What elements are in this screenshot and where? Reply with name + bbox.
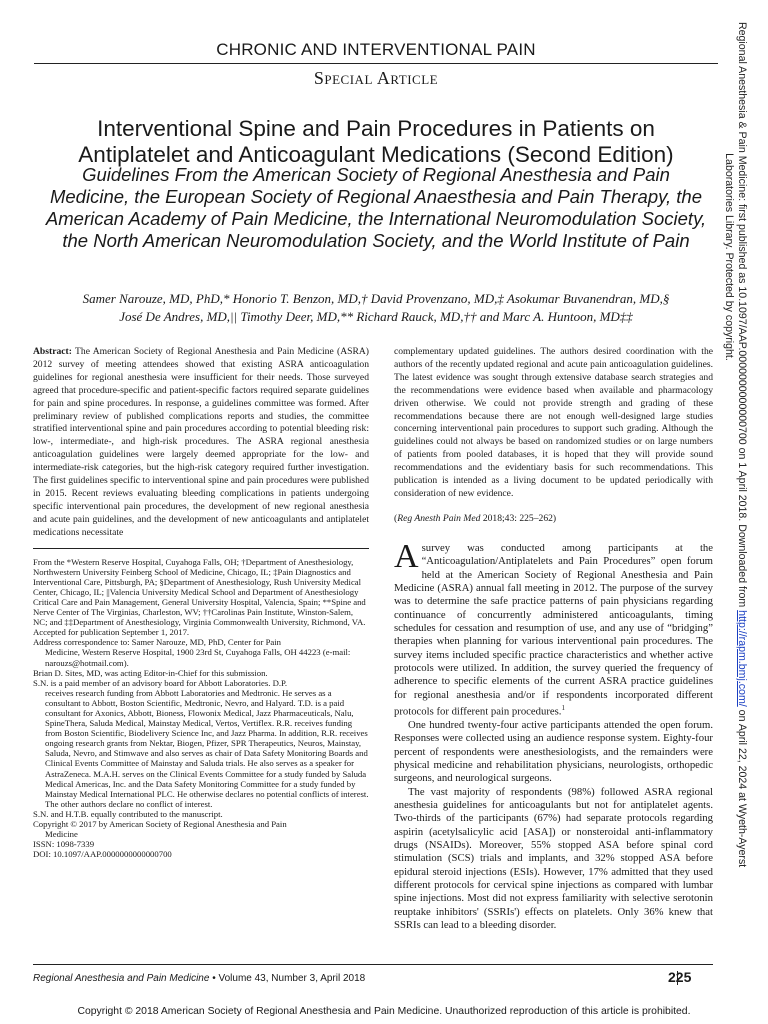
article-type: Special Article <box>313 68 439 88</box>
issn: ISSN: 1098-7339 <box>33 839 95 850</box>
body-paragraph-2: One hundred twenty-four active participants attended the open forum. Responses were collected using an audience response system. Eighty-four percent of respondents were anesthesiologists, and the remainders were physical medicine and rehabilitation physicians, neurologists, orthopedic surgeons, and neurological surgeons. <box>394 718 713 785</box>
side-note-text-1: Regional Anesthesia & Pain Medicine: first published as 10.1097/AAP.0000000000000700 on 1 April 2018. Downloaded from <box>736 22 748 611</box>
abstract-text-right: complementary updated guidelines. The authors desired coordination with the authors of the recently updated regional and acute pain anticoagulation guidelines. The latest evidence was sought through extensive database search strategies and the recommendations were evidence based when available and pharmacology driven otherwise. We could not provide strength and grading of these recommendations because there are not enough well-designed large studies concerning interventional pain procedures to support such grading. Although the guidelines could not always be based on randomized studies or on large numbers of patients from pooled databases, it is hoped that they will provide sound recommendations and the evidentiary basis for such recommendations. This publication is intended as a living document to be updated periodically with consideration of new evidence. <box>394 346 713 499</box>
citation-journal: Reg Anesth Pain Med <box>397 512 481 524</box>
author-line-2: José De Andres, MD,|| Timothy Deer, MD,** Richard Rauck, MD,†† and Marc A. Huntoon, MD‡‡ <box>119 309 633 324</box>
abstract-text-left: The American Society of Regional Anesthesia and Pain Medicine (ASRA) 2012 survey of meeting attendees showed that existing ASRA anticoagulation guidelines for regional anesthesia were insufficient for their needs. Those surveyed agreed that procedure-specific and patient-specific factors required separate guidelines for pain and spine procedures. In response, a guidelines committee was formed. After preliminary review of published complications reports and studies, the committee stratified interventional spine and pain procedures according to potential bleeding risk: low-, intermediate-, and high-risk procedures. The ASRA regional anesthesia anticoagulation guidelines were largely deemed appropriate for the low- and intermediate-risk categories, but the high-risk category required further investigation. The first guidelines specific to interventional spine and pain procedures were published in 2015. Recent reviews evaluating bleeding complications in patients undergoing specific interventional pain procedures, the development of new regional anesthesia and acute pain guidelines, and the development of new anticoagulants and antiplatelet medications necessitate <box>33 346 369 538</box>
page-number: 225 <box>668 969 692 985</box>
right-column <box>394 346 713 932</box>
abstract-rule <box>33 548 369 549</box>
copyright-head: Copyright © 2017 by American Society of Regional Anesthesia and Pain <box>33 819 287 830</box>
article-subtitle: Guidelines From the American Society of Regional Anesthesia and Pain Medicine, the European Society of Regional Anaesthesia and Pain Therapy, the American Academy of Pain Medicine, the International Neuromodulation Society, the North American Neuromodulation Society, and the World Institute of Pain <box>45 164 707 251</box>
disclosure-rest: receives research funding from Abbott Laboratories and Medtronic. He serves as a consultant to Abbott, Boston Scientific, Medtronic, Nevro, and Halyard. T.D. is a paid consultant for Axonics, Abbott, Bioness, Flowonix Medical, Jazz Pharmaceuticals, Nalu, SpineThera, Saluda Medical, Mainstay Medical, Vertos, Vertiflex. R.R. receives funding from Boston Scientific, Biodelivery Science Inc, and Jazz Pharma. In addition, R.R. receives ongoing research grants from Nektar, Biogen, Pfizer, SPR Therapeutics, Neuros, Mainstay, Saluda, Nevro, and Stimwave and also serves as chair of Data Safety Monitoring Boards and Clinical Events Committee of Mainstay and Saluda trials. He also serves as a speaker for AstraZeneca. M.A.H. serves on the Clinical Events Committee for a study funded by Saluda Medical Americas, Inc. and the Data Safety Monitoring Committee for a study funded by Mainstay Medical International PLC. He otherwise declares no potential conflicts of interest. The other authors declare no conflict of interest. <box>45 687 369 809</box>
doi: DOI: 10.1097/AAP.0000000000000700 <box>33 849 172 860</box>
citation: (Reg Anesth Pain Med 2018;43: 225–262) <box>394 512 557 524</box>
disclosure-head: S.N. is a paid member of an advisory board for Abbott Laboratories. D.P. <box>33 677 288 688</box>
side-note-text-2: on April 22, 2024 at Wyeth-Ayerst <box>736 706 748 868</box>
abstract <box>33 346 369 540</box>
reference-marker: 1 <box>561 704 565 712</box>
side-note-line-2: Laboratories Library. Protected by copyright. <box>723 153 735 361</box>
header-rule <box>34 63 718 64</box>
equal-contribution: S.N. and H.T.B. equally contributed to the manuscript. <box>33 808 223 819</box>
side-download-note <box>722 22 748 1012</box>
abstract-label: Abstract: <box>33 346 72 357</box>
affiliations: From the *Western Reserve Hospital, Cuyahoga Falls, OH; †Department of Anesthesiology, Northwestern University Feinberg School of Medicine, Chicago, IL; ‡Pain Diagnostics and Interventional Care, Pittsburgh, PA; §Department of Anesthesiology, Rush University Medical Center, Chicago, IL; ||Valencia University Medical School and Department of Anesthesiology Critical Care and Pain Management, General University Hospital, Valencia, Spain; **Spine and Nerve Center of The Virginias, Charleston, WV; ††Carolinas Pain Institute, Winston-Salem, NC; and ‡‡Department of Anesthesiology, Virginia Commonwealth University, Richmond, VA. <box>33 556 366 628</box>
side-note-link[interactable]: http://rapm.bmj.com/ <box>736 610 748 707</box>
editor-note: Brian D. Sites, MD, was acting Editor-in-Chief for this submission. <box>33 667 268 678</box>
body-paragraph-3: The vast majority of respondents (98%) followed ASRA regional anesthesia guidelines for anticoagulants but not for antiplatelet agents. Two-thirds of the participants (67%) had separate protocols regarding aspirin (acetylsalicylic acid [ASA]) or nonsteroidal anti-inflammatory drugs (NSAIDs). Moreover, 55% stopped ASA before spinal cord stimulation (SCS) trials and implants, and 32% stopped ASA before epidural steroid injections (ESIs). However, 17% admitted that they used different protocols for cervical spine injections as compared with lumbar spine injections. Most did not express familiarity with selective serotonin reuptake inhibitors' (SSRIs') effects on platelets. Only 36% knew that SSRIs can lead to a bleeding disorder. <box>394 785 713 932</box>
correspondence-rest: Medicine, Western Reserve Hospital, 1900 23rd St, Cuyahoga Falls, OH 44223 (e-mail: narouzs@hotmail.com). <box>45 647 351 668</box>
footer-journal: Regional Anesthesia and Pain Medicine <box>33 973 210 984</box>
footer-journal-line <box>33 973 365 984</box>
body-paragraph-1-text: survey was conducted among participants at the “Anticoagulation/Antiplatelets and Pain Procedures” open forum held at the American Society of Regional Anesthesia and Pain Medicine (ASRA) annual fall meeting in 2012. The purpose of the survey was to determine the safe practice patterns of pain physicians regarding continuance of concurrently administered anticoagulants, timing schedules for cessation and resumption of use, and any use of “bridging” therapies when planning for various interventional pain procedures. The survey items included specific practice characteristics and whether active protocols were utilized. In addition, the survey queried the frequency of adherence to specific elements of the current ASRA practice guidelines for regional anesthesia and/or if respondents incorporated different protocols for different pain procedures. <box>394 541 713 718</box>
copyright-rest: Medicine <box>45 829 78 840</box>
citation-details: 2018;43: 225–262) <box>480 512 557 524</box>
section-header: CHRONIC AND INTERVENTIONAL PAIN <box>216 40 536 59</box>
author-list <box>40 290 712 326</box>
left-column <box>33 346 369 859</box>
body-paragraph-1 <box>394 537 713 719</box>
author-line-1: Samer Narouze, MD, PhD,* Honorio T. Benzon, MD,† David Provenzano, MD,‡ Asokumar Buvanendran, MD,§ <box>82 291 670 306</box>
body-text <box>394 537 713 933</box>
footer-issue: • Volume 43, Number 3, April 2018 <box>209 973 366 984</box>
footer-copyright: Copyright © 2018 American Society of Regional Anesthesia and Pain Medicine. Unauthorized reproduction of this article is prohibited. <box>77 1006 691 1017</box>
accepted-date: Accepted for publication September 1, 2017. <box>33 627 190 638</box>
footnotes <box>33 557 369 860</box>
footer-rule <box>33 964 713 965</box>
correspondence-head: Address correspondence to: Samer Narouze, MD, PhD, Center for Pain <box>33 637 282 648</box>
article-title: Interventional Spine and Pain Procedures in Patients on Antiplatelet and Anticoagulant Medications (Second Edition) <box>78 116 674 167</box>
drop-cap: A <box>394 537 419 575</box>
